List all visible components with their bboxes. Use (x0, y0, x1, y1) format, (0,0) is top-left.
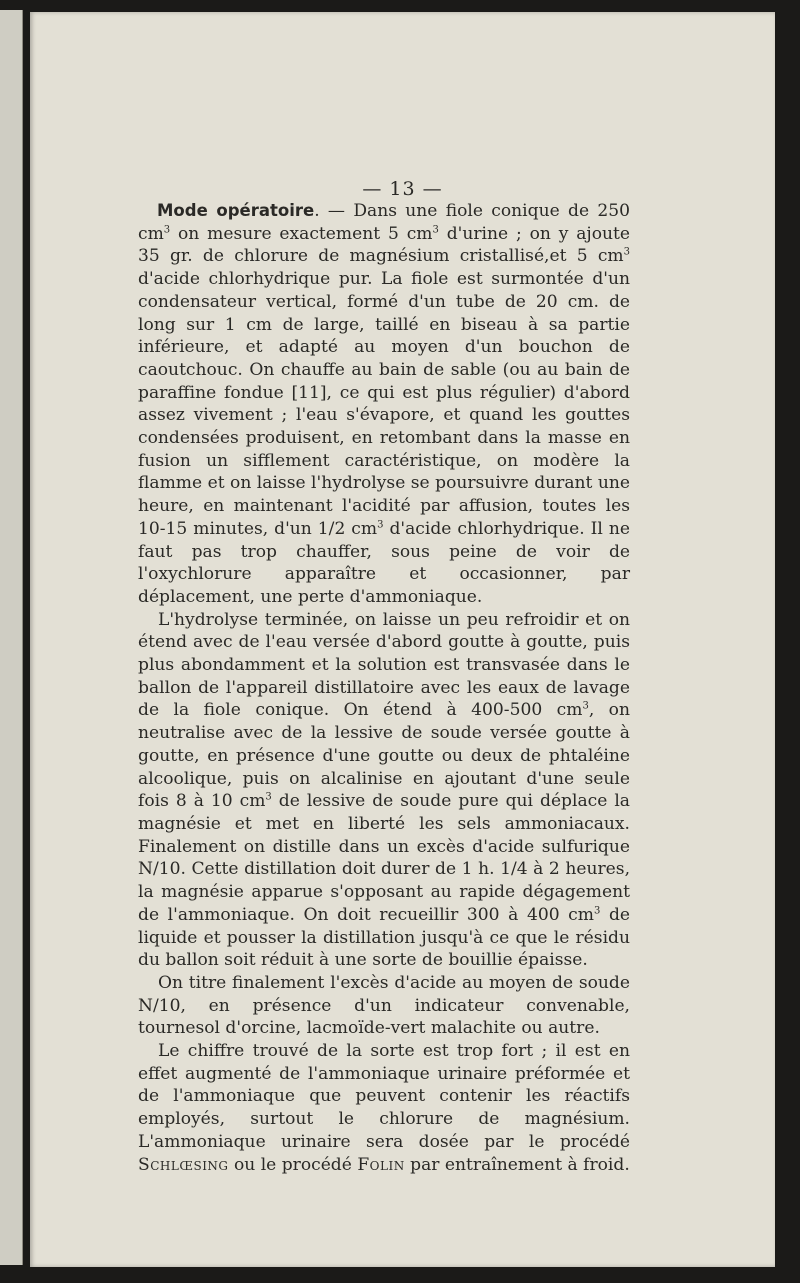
body-text (138, 200, 630, 1176)
previous-page-edge (0, 10, 23, 1265)
paragraph-titrage: On titre finalement l'excès d'acide au moyen de soude N/10, en présence d'un indicateur convenable, tournesol d'orcine, lacmoïde-vert malachite ou autre. (138, 972, 630, 1039)
paragraph-chiffre: Le chiffre trouvé de la sorte est trop fort ; il est en effet augmenté de l'ammoniaque urinaire préformée et de l'ammoniaque que peuvent contenir les réactifs employés, surtout le chlorure de magnésium. L'ammoniaque urinaire sera dosée par le procédé Schlœsing ou le procédé Folin par entraînement à froid. (138, 1041, 630, 1175)
paragraph-mode-operatoire: Mode opératoire. — Dans une fiole conique de 250 $cm^3$ on mesure exactement 5 $cm^3$ d'urine ; on y ajoute 35 gr. de chlorure de magnésium cristallisé,et 5 $cm^3$ d'acide chlorhydrique pur. La fiole est surmontée d'un condensateur vertical, formé d'un tube de 20 cm. de long sur 1 cm de large, taillé en biseau à sa partie inférieure, et adapté au moyen d'un bouchon de caoutchouc. On chauffe au bain de sable (ou au bain de paraffine fondue [11], ce qui est plus régulier) d'abord assez vivement ; l'eau s'évapore, et quand les gouttes condensées produisent, en retombant dans la masse en fusion un sifflement caractéristique, on modère la flamme et on laisse l'hydrolyse se poursuivre durant une heure, en maintenant l'acidité par affusion, toutes les 10-15 minutes, d'un 1/2 $cm^3$ d'acide chlorhydrique. Il ne faut pas trop chauffer, sous peine de voir de l'oxychlorure apparaître et occasionner, par déplacement, une perte d'ammoniaque. (138, 201, 631, 607)
author-name: Folin (357, 1154, 405, 1175)
paragraph-hydrolyse: L'hydrolyse terminée, on laisse un peu refroidir et on étend avec de l'eau versée d'abord goutte à goutte, puis plus abondamment et la solution est transvasée dans le ballon de l'appareil distillatoire avec les eaux de lavage de la fiole conique. On étend à 400-500 $cm^3$, on neutralise avec de la lessive de soude versée goutte à goutte, en présence d'une goutte ou deux de phtaléine alcoolique, puis on alcalinise en ajoutant d'une seule fois 8 à 10 $cm^3$ de lessive de soude pure qui déplace la magnésie et met en liberté les sels ammoniacaux. Finalement on distille dans un excès d'acide sulfurique N/10. Cette distillation doit durer de 1 h. 1/4 à 2 heures, la magnésie apparue s'opposant au rapide dégagement de l'ammoniaque. On doit recueillir 300 à 400 $cm^3$ de liquide et pousser la distillation jusqu'à ce que le résidu du ballon soit réduit à une sorte de bouillie épaisse. (138, 609, 631, 971)
author-name: Schlœsing (138, 1154, 229, 1175)
page-number: — 13 — (362, 178, 443, 200)
section-heading: Mode opératoire (157, 201, 315, 220)
book-page (30, 12, 775, 1267)
